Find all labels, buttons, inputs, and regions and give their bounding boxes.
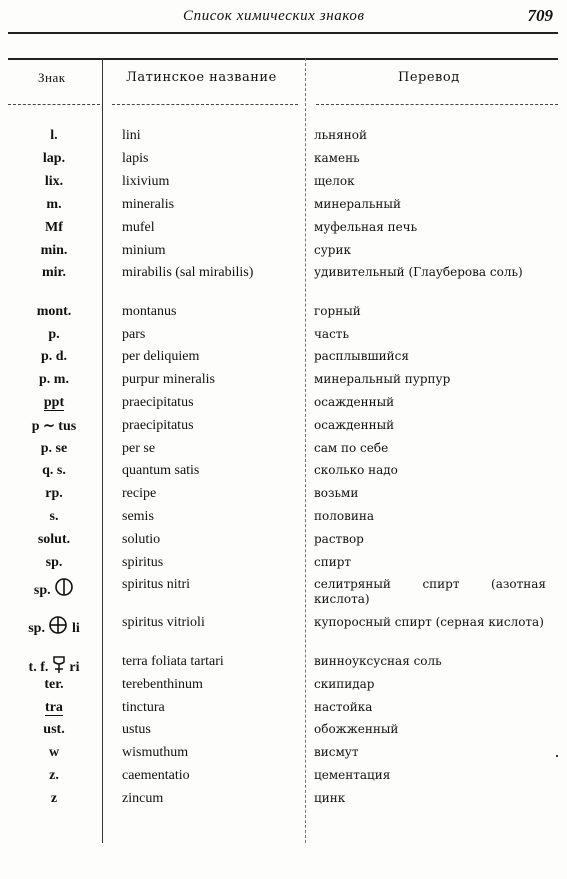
- sign-cell: [8, 722, 100, 738]
- translation-cell: льняной: [314, 128, 367, 142]
- sign-cell: [8, 128, 100, 144]
- translation-cell: селитряный спирт (азотная кислота): [314, 577, 546, 606]
- translation-cell: горный: [314, 304, 361, 318]
- translation-cell: половина: [314, 509, 374, 523]
- sign-cell: [8, 327, 100, 343]
- sign-cell: [8, 555, 100, 571]
- sign-text: z: [50, 791, 58, 806]
- sign-text: lix.: [44, 174, 64, 189]
- translation-cell: часть: [314, 327, 349, 341]
- sign-text: lap.: [42, 151, 66, 166]
- tartar-symbol-icon: [52, 654, 66, 674]
- sign-suffix: ri: [69, 660, 80, 675]
- sign-text: rp.: [45, 486, 63, 501]
- latin-name-cell: tinctura: [122, 700, 165, 715]
- sign-cell: [8, 615, 100, 637]
- sign-text: z.: [49, 768, 59, 783]
- latin-name-cell: mineralis: [122, 197, 175, 212]
- latin-name-cell: montanus: [122, 304, 177, 319]
- translation-cell: сколько надо: [314, 463, 398, 477]
- page-title: Список химических знаков: [183, 8, 365, 24]
- sign-text: mir.: [42, 265, 66, 280]
- sign-cell: [8, 220, 100, 236]
- latin-name-cell: pars: [122, 327, 146, 342]
- sign-cell: [8, 486, 100, 502]
- latin-name-cell: lapis: [122, 151, 149, 166]
- sign-cell: [8, 791, 100, 807]
- sign-cell: [8, 372, 100, 388]
- latin-name-cell: semis: [122, 509, 154, 524]
- sign-suffix: li: [71, 621, 80, 636]
- sign-text: l.: [50, 128, 58, 143]
- sign-text: min.: [40, 243, 68, 258]
- latin-name-cell: spiritus: [122, 555, 164, 570]
- sign-cell: [8, 463, 100, 479]
- latin-name-cell: solutio: [122, 532, 161, 547]
- sign-text: sp.: [33, 583, 51, 598]
- sign-text: w: [48, 745, 60, 760]
- sign-cell: [8, 700, 100, 716]
- column-divider-2: [305, 58, 306, 843]
- sign-text: p. d.: [40, 349, 68, 364]
- sign-cell: [8, 577, 100, 599]
- sign-text: s.: [49, 509, 59, 524]
- sign-text: tra: [45, 700, 63, 715]
- translation-cell: висмут: [314, 745, 359, 759]
- sign-cell: [8, 768, 100, 784]
- translation-cell: муфельная печь: [314, 220, 418, 234]
- sign-cell: [8, 418, 100, 435]
- column-header-translation: Перевод: [398, 70, 460, 85]
- translation-cell: щелок: [314, 174, 355, 188]
- header-rule: [8, 32, 558, 34]
- sign-text: p ∼ tus: [31, 419, 77, 434]
- sign-cell: [8, 174, 100, 190]
- translation-cell: камень: [314, 151, 360, 165]
- print-speck: [556, 755, 558, 757]
- sign-cell: [8, 197, 100, 213]
- sign-text: t. f.: [28, 660, 49, 675]
- nitre-circle-icon: [54, 577, 74, 597]
- sign-cell: [8, 532, 100, 548]
- translation-cell: возьми: [314, 486, 359, 500]
- sign-cell: [8, 745, 100, 761]
- translation-cell: сам по себе: [314, 441, 389, 455]
- sign-cell: [8, 654, 100, 676]
- table-top-rule: [8, 58, 558, 60]
- sign-text: ppt: [43, 395, 65, 410]
- alchemical-symbol: [48, 660, 69, 675]
- latin-name-cell: mufel: [122, 220, 155, 235]
- column-header-latin: Латинское название: [126, 70, 277, 85]
- sign-text: Mf: [45, 220, 63, 235]
- header-separator: [112, 104, 298, 105]
- latin-name-cell: praecipitatus: [122, 395, 194, 410]
- sign-cell: [8, 509, 100, 525]
- sign-text: sp.: [45, 555, 63, 570]
- sign-text: p. se: [40, 441, 68, 456]
- sign-cell: [8, 304, 100, 320]
- translation-cell: раствор: [314, 532, 364, 546]
- sign-text: ust.: [43, 722, 65, 737]
- alchemical-symbol: [51, 583, 75, 598]
- sign-text: mont.: [36, 304, 72, 319]
- translation-cell: расплывшийся: [314, 349, 409, 363]
- latin-name-cell: ustus: [122, 722, 151, 737]
- sign-text: sp.: [28, 621, 45, 636]
- latin-name-cell: wismuthum: [122, 745, 189, 760]
- translation-cell: минеральный: [314, 197, 401, 211]
- column-header-sign: Знак: [38, 70, 66, 85]
- sign-cell: [8, 265, 100, 281]
- latin-name-cell: per deliquiem: [122, 349, 200, 364]
- latin-name-cell: minium: [122, 243, 166, 258]
- translation-cell: цинк: [314, 791, 346, 805]
- sign-text: q. s.: [42, 463, 66, 478]
- sign-cell: [8, 441, 100, 457]
- latin-name-cell: zincum: [122, 791, 164, 806]
- translation-cell: осажденный: [314, 418, 395, 432]
- translation-cell: купоросный спирт (серная кислота): [314, 615, 544, 629]
- translation-cell: обожженный: [314, 722, 399, 736]
- translation-cell: сурик: [314, 243, 351, 257]
- latin-name-cell: caementatio: [122, 768, 190, 783]
- vitriol-circle-icon: [48, 615, 68, 635]
- latin-name-cell: spiritus vitrioli: [122, 615, 205, 630]
- translation-cell: спирт: [314, 555, 352, 569]
- latin-name-cell: recipe: [122, 486, 157, 501]
- latin-name-cell: purpur mineralis: [122, 372, 215, 387]
- sign-text: m.: [46, 197, 62, 212]
- sign-cell: [8, 349, 100, 365]
- latin-name-cell: per se: [122, 441, 156, 456]
- sign-cell: [8, 243, 100, 259]
- translation-cell: скипидар: [314, 677, 375, 691]
- sign-text: solut.: [37, 532, 71, 547]
- latin-name-cell: quantum satis: [122, 463, 200, 478]
- sign-cell: [8, 677, 100, 693]
- latin-name-cell: lini: [122, 128, 141, 143]
- page-number: 709: [527, 6, 553, 25]
- latin-name-cell: lixivium: [122, 174, 170, 189]
- sign-cell: [8, 395, 100, 411]
- latin-name-cell: praecipitatus: [122, 418, 194, 433]
- latin-name-cell: spiritus nitri: [122, 577, 191, 592]
- translation-cell: удивительный (Глауберова соль): [314, 265, 523, 279]
- running-head: [0, 4, 567, 30]
- translation-cell: осажденный: [314, 395, 395, 409]
- sign-text: ter.: [44, 677, 64, 692]
- header-separator: [316, 104, 558, 105]
- latin-name-cell: terebenthinum: [122, 677, 203, 692]
- column-divider-1: [102, 58, 103, 843]
- alchemical-symbol: [45, 621, 72, 636]
- sign-text: p.: [48, 327, 60, 342]
- translation-cell: настойка: [314, 700, 373, 714]
- translation-cell: минеральный пурпур: [314, 372, 451, 386]
- latin-name-cell: mirabilis (sal mirabilis): [122, 265, 254, 280]
- header-separator: [8, 104, 100, 105]
- latin-name-cell: terra foliata tartari: [122, 654, 224, 669]
- translation-cell: винноуксусная соль: [314, 654, 442, 668]
- sign-cell: [8, 151, 100, 167]
- translation-cell: цементация: [314, 768, 391, 782]
- sign-text: p. m.: [39, 372, 69, 387]
